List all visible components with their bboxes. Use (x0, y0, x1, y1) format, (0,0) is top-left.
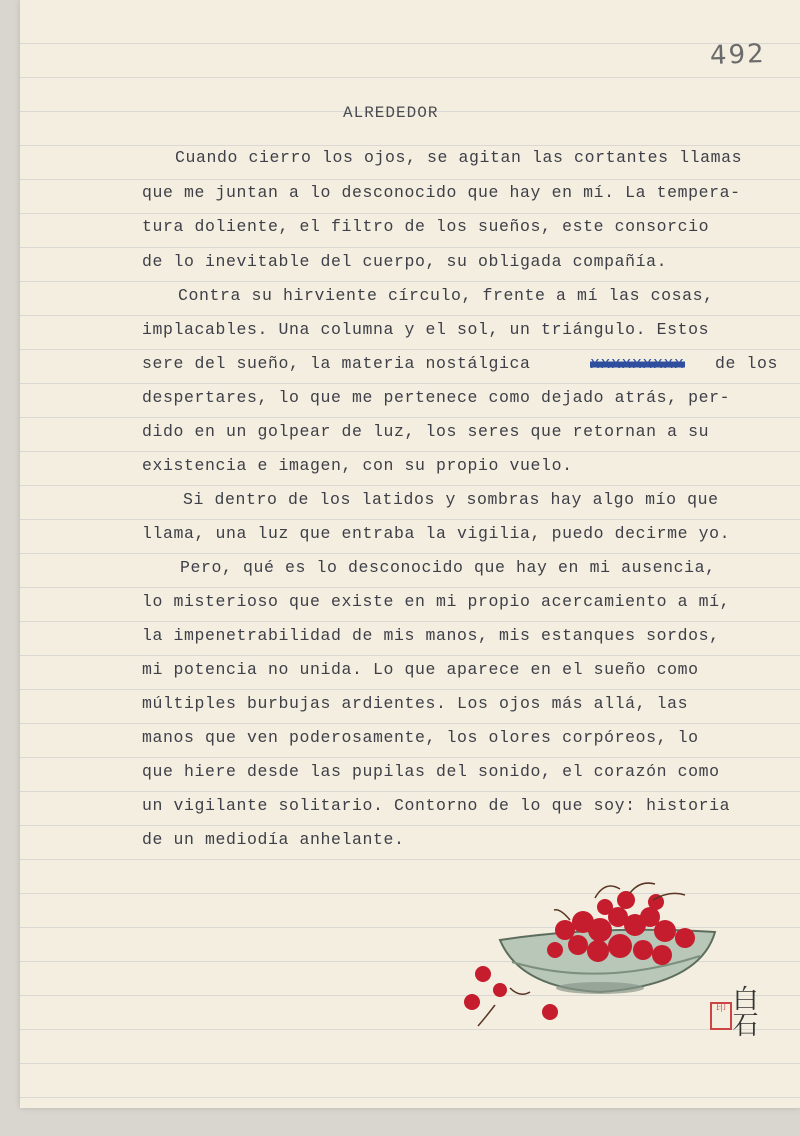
text-line: que hiere desde las pupilas del sonido, el corazón como (142, 762, 720, 781)
text-line: mi potencia no unida. Lo que aparece en el sueño como (142, 660, 699, 679)
text-line: la impenetrabilidad de mis manos, mis estanques sordos, (142, 626, 720, 645)
text-line: lo misterioso que existe en mi propio acercamiento a mí, (142, 592, 731, 611)
text-line: Si dentro de los latidos y sombras hay algo mío que (183, 490, 719, 509)
text-line: que me juntan a lo desconocido que hay en mí. La tempera- (142, 183, 741, 202)
text-line: despertares, lo que me pertenece como dejado atrás, per- (142, 388, 731, 407)
cherries-bowl-illustration (450, 870, 740, 1040)
page-number: 492 (709, 39, 767, 71)
text-line: implacables. Una columna y el sol, un triángulo. Estos (142, 320, 710, 339)
text-line: de los (715, 354, 779, 373)
text-line: tura doliente, el filtro de los sueños, este consorcio (142, 217, 710, 236)
text-line: Cuando cierro los ojos, se agitan las cortantes llamas (175, 148, 743, 167)
text-line: llama, una luz que entraba la vigilia, puedo decirme yo. (142, 524, 731, 543)
text-line: de un mediodía anhelante. (142, 830, 405, 849)
text-line: Pero, qué es lo desconocido que hay en mi ausencia, (180, 558, 716, 577)
page-title: ALREDEDOR (343, 104, 439, 122)
seal-stamp: 印 (710, 1002, 732, 1030)
text-line: un vigilante solitario. Contorno de lo que soy: historia (142, 796, 731, 815)
signature: 白石 (728, 985, 758, 1037)
text-line: existencia e imagen, con su propio vuelo. (142, 456, 573, 475)
text-line: manos que ven poderosamente, los olores corpóreos, lo (142, 728, 699, 747)
struck-word: xxxxxxxxx (590, 354, 685, 373)
text-line: de lo inevitable del cuerpo, su obligada compañía. (142, 252, 668, 271)
text-line: sere del sueño, la materia nostálgica (142, 354, 531, 373)
text-line: múltiples burbujas ardientes. Los ojos más allá, las (142, 694, 689, 713)
text-line: Contra su hirviente círculo, frente a mí las cosas, (178, 286, 714, 305)
text-line: dido en un golpear de luz, los seres que retornan a su (142, 422, 710, 441)
